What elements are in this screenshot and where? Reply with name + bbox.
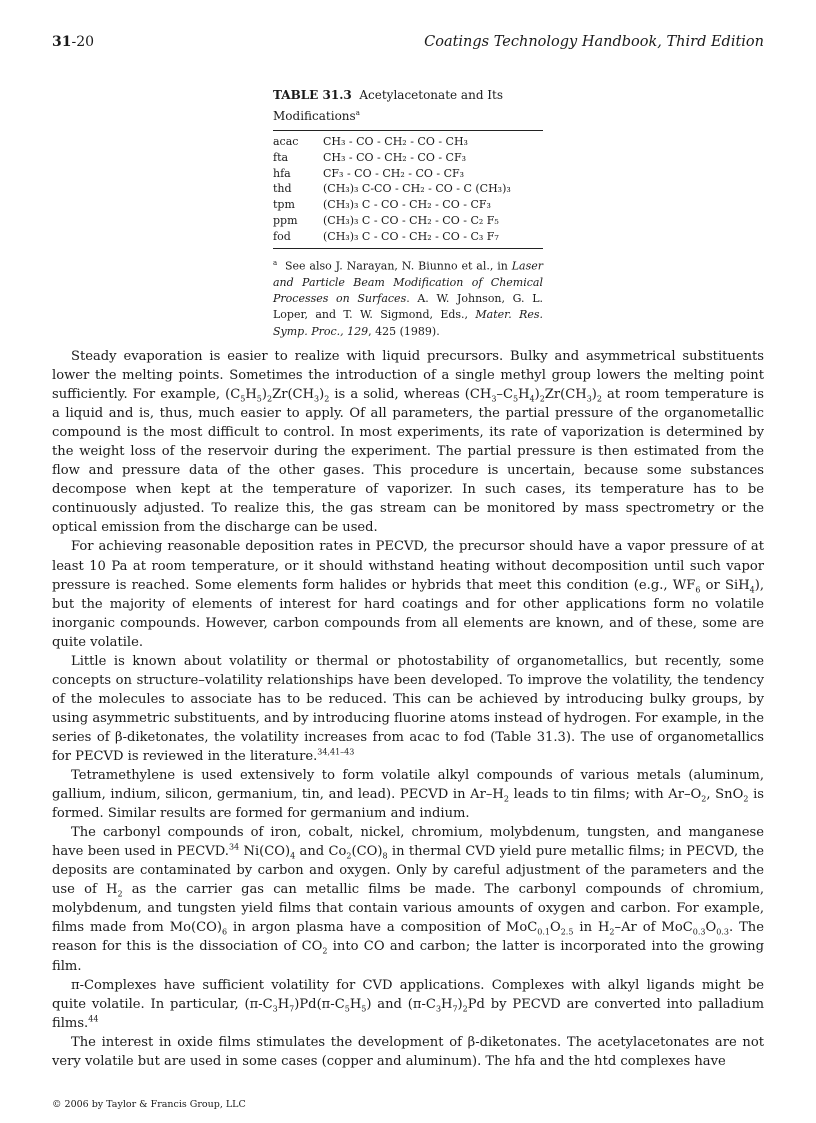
paragraph: The carbonyl compounds of iron, cobalt, nickel, chromium, molybdenum, tungsten, and manganese have been used in PECVD.$^{34}$ $Ni(CO)_4$ and $Co_2(CO)_8$ in thermal CVD yield pure metallic films; in PECVD, the deposits are contaminated by carbon and oxygen. Only by careful adjustment of the parameters and the use of $H_2$ as the carrier gas can metallic films be made. The carbonyl compounds of chromium, molybdenum, and tungsten yield films that contain various amounts of oxygen and carbon. For example, films made from $Mo(CO)_6$ in argon plasma have a composition of $MoC_{0.1}O_{2.5}$ in $H_2-Ar$ of $MoC_{0.3}O_{0.3}$. The reason for this is the dissociation of $CO_2$ into CO and carbon; the latter is incorporated into the growing film. (52, 825, 765, 974)
ligand-abbreviation: hfa (273, 166, 291, 180)
running-title: Coatings Technology Handbook, Third Edition (424, 34, 764, 50)
body-text (52, 347, 764, 1071)
ligand-formula: CH₃ - CO - CH₂ - CO - CF₃ (323, 150, 467, 164)
ligand-abbreviation: fta (273, 150, 289, 164)
ligand-formula: (CH₃)₃ C - CO - CH₂ - CO - C₂ F₅ (323, 213, 499, 227)
ligand-abbreviation: fod (273, 229, 291, 243)
table-footnote: $^a$ See also J. Narayan, N. Biunno et al., in Laser and Particle Beam Modification of Chemical Processes on Surfaces. A. W. Johnson, G. L. Loper, and T. W. Sigmond, Eds., Mater. Res. Symp. Proc., 129, 425 (1989). (273, 258, 544, 338)
copyright-footer: © 2006 by Taylor & Francis Group, LLC (52, 1099, 246, 1110)
paragraph: Steady evaporation is easier to realize with liquid precursors. Bulky and asymmetrical substituents lower the melting points. Sometimes the introduction of a single methyl group lowers the melting point sufficiently. For example, $(C_5H_5)_2Zr(CH_3)_2$ is a solid, whereas $(CH_3-C_5H_4)_2Zr(CH_3)_2$ at room temperature is a liquid and is, thus, much easier to apply. Of all parameters, the partial pressure of the organometallic compound is the most difficult to control. In most experiments, its rate of vaporization is determined by the weight loss of the reservoir during the experiment. The partial pressure is then estimated from the flow and pressure data of the other gases. This procedure is uncertain, because some substances decompose when kept at the temperature of vaporizer. In such cases, its temperature has to be continuously adjusted. To realize this, the gas stream can be monitored by mass spectrometry or the optical emission from the discharge can be used. (52, 349, 764, 536)
ligand-abbreviation: ppm (273, 213, 298, 227)
table-body (273, 134, 543, 245)
paragraph: For achieving reasonable deposition rates in PECVD, the precursor should have a vapor pressure of at least 10 Pa at room temperature, or it should withstand heating without decomposition until such vapor pressure is reached. Some elements form halides or hybrids that meet this condition (e.g., $WF_6$ or SiH$_4$), but the majority of elements of interest for hard coatings and for other applications form no volatile inorganic compounds. However, carbon compounds from all elements are known, and of these, some are quite volatile. (52, 539, 765, 650)
table-row (273, 134, 543, 150)
table-row (273, 150, 543, 166)
ligand-formula: (CH₃)₃ C - CO - CH₂ - CO - C₃ F₇ (323, 229, 499, 243)
table-row (273, 213, 543, 229)
table-row (273, 166, 543, 182)
table-row (273, 181, 543, 197)
paragraph: Little is known about volatility or thermal or photostability of organometallics, but recently, some concepts on structure–volatility relationships have been developed. To improve the volatility, the tendency of the molecules to associate has to be reduced. This can be achieved by introducing bulky groups, by using asymmetric substituents, and by introducing fluorine atoms instead of hydrogen. For example, in the series of β-diketonates, the volatility increases from acac to fod (Table 31.3). The use of organometallics for PECVD is reviewed in the literature.$^{34,41-43}$ (52, 653, 764, 764)
table-row (273, 197, 543, 213)
ligand-formula: (CH₃)₃ C - CO - CH₂ - CO - CF₃ (323, 198, 491, 212)
table-31-3 (273, 86, 543, 340)
ligand-abbreviation: thd (273, 182, 292, 196)
paragraph: The interest in oxide films stimulates the development of β-diketonates. The acetylacetonates are not very volatile but are used in some cases (copper and aluminum). The hfa and the htd complexes have (52, 1034, 764, 1069)
running-header (52, 34, 764, 56)
ligand-formula: (CH₃)₃ C-CO - CH₂ - CO - C (CH₃)₃ (323, 182, 511, 196)
ligand-abbreviation: acac (273, 135, 299, 148)
paragraph: π-Complexes have sufficient volatility for CVD applications. Complexes with alkyl ligands might be quite volatile. In particular, $(\pi-C_3H_7)Pd(\pi-C_5H_5)$ and $(\pi-C_3H_7)_2Pd$ by PECVD are converted into palladium films.$^{44}$ (52, 977, 764, 1031)
ligand-formula: CH₃ - CO - CH₂ - CO - CH₃ (323, 135, 468, 148)
ligand-formula: CF₃ - CO - CH₂ - CO - CF₃ (323, 166, 465, 180)
paragraph: Tetramethylene is used extensively to form volatile alkyl compounds of various metals (aluminum, gallium, indium, silicon, germanium, tin, and lead). PECVD in $Ar-H_2$ leads to tin films; with $Ar-O_2$, SnO$_2$ is formed. Similar results are formed for germanium and indium. (52, 768, 764, 822)
page-number: 31-20 (52, 34, 95, 50)
table-caption: TABLE 31.3 Acetylacetonate and Its Modifications$^a$ (273, 88, 504, 123)
ligand-abbreviation: tpm (273, 198, 295, 212)
table-row (273, 229, 543, 245)
